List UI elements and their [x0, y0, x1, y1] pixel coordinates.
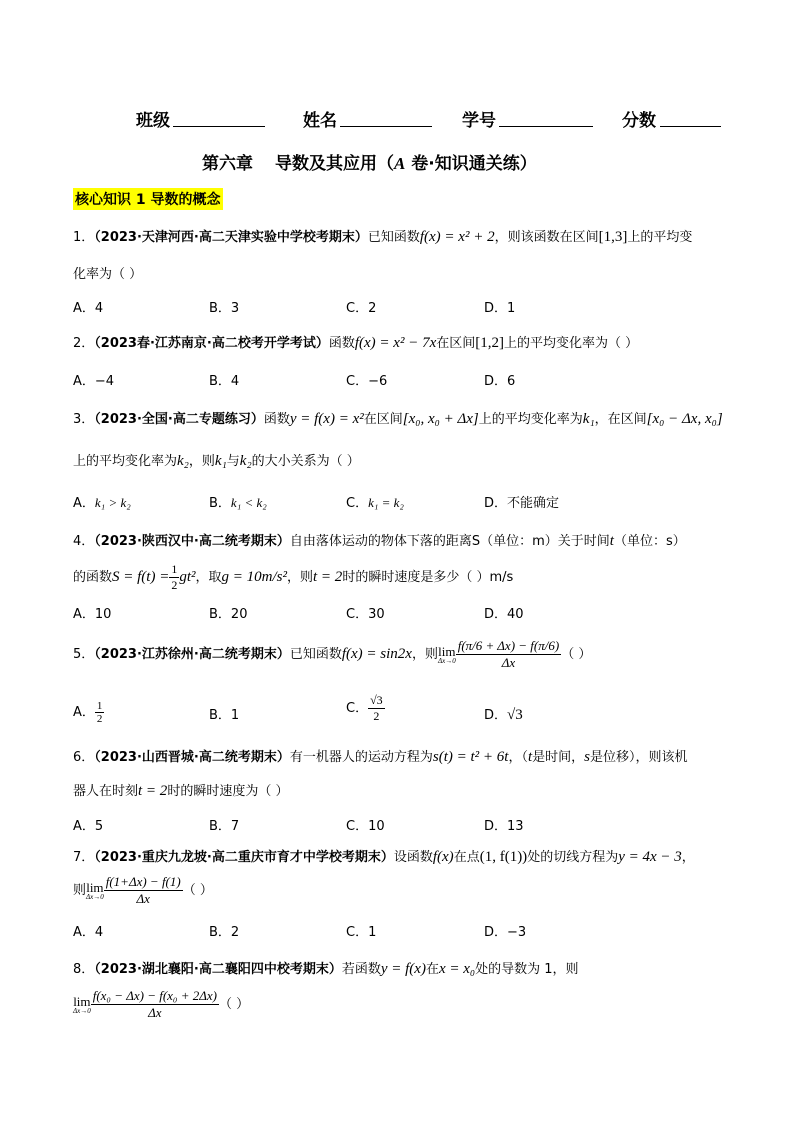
q3-interval-1: [x₀, x₀ + Δx] — [402, 411, 479, 427]
q6-source: （2023·山西晋城·高二统考期末） — [94, 750, 290, 765]
q7-option-a[interactable]: A．4 — [73, 925, 104, 940]
q5-limit — [438, 645, 456, 665]
q7-source: （2023·重庆九龙坡·高二重庆市育才中学校考期末） — [94, 850, 394, 865]
q4-gt: gt² — [179, 569, 196, 585]
q5-number: 5． — [73, 647, 95, 662]
q3-option-a[interactable] — [73, 492, 131, 511]
question-1 — [73, 226, 692, 246]
q4-t: t — [609, 533, 614, 549]
score-blank[interactable] — [660, 126, 721, 127]
question-7-line2 — [73, 874, 213, 907]
option-math: k₁ > k₂ — [94, 495, 131, 510]
q7-text: 设函数 — [393, 850, 433, 865]
frac-den: 2 — [373, 709, 380, 723]
option-math — [368, 693, 385, 724]
q5-option-a[interactable] — [73, 700, 104, 725]
q2-option-a[interactable]: A．−4 — [73, 374, 115, 389]
lim-sub: Δx→0 — [86, 892, 104, 901]
question-3 — [73, 408, 723, 428]
q6-text: 是位移），则该机 — [589, 750, 688, 765]
q5-fraction — [456, 638, 562, 671]
q5-text: （ ） — [561, 647, 592, 662]
q1-source: （2023·天津河西·高二天津实验中学校考期末） — [94, 230, 368, 245]
q7-text: 处的切线方程为 — [527, 850, 619, 865]
q3-k2: k₂ — [239, 453, 252, 469]
q3-k2: k₂ — [177, 453, 189, 469]
q3-text: 与 — [226, 454, 240, 469]
q6-t: t — [527, 749, 533, 765]
q4-g: g = 10m/s² — [221, 569, 287, 585]
q5-option-b[interactable]: B．1 — [209, 708, 240, 723]
q2-option-b[interactable]: B．4 — [209, 374, 240, 389]
q4-text: 时的瞬时速度是多少（ ）m/s — [342, 570, 514, 585]
q4-option-d[interactable]: D．40 — [484, 607, 524, 622]
q3-text: 上的平均变化率为 — [73, 454, 178, 469]
question-2 — [73, 332, 638, 352]
lim-text: lim — [438, 643, 456, 659]
q3-text: ，则 — [188, 454, 215, 469]
frac-den: Δx — [136, 891, 150, 906]
q5-option-c[interactable] — [346, 693, 385, 724]
q4-text: 的函数 — [73, 570, 113, 585]
q6-option-a[interactable]: A．5 — [73, 819, 104, 834]
q7-fraction — [104, 874, 183, 907]
q5-function: f(x) = sin2x — [341, 646, 412, 662]
question-6-line2 — [73, 780, 288, 800]
name-blank[interactable] — [340, 126, 432, 127]
id-blank[interactable] — [499, 126, 593, 127]
question-8 — [73, 958, 579, 978]
q2-text: 在区间 — [436, 336, 476, 351]
q7-limit — [86, 881, 104, 901]
question-6 — [73, 746, 688, 766]
lim-sub: Δx→0 — [437, 656, 456, 665]
option-label: B． — [209, 496, 231, 511]
frac-num: 1 — [96, 700, 103, 712]
q7-point: (1, f(1)) — [479, 849, 528, 865]
q5-text: 已知函数 — [289, 647, 342, 662]
q4-option-b[interactable]: B．20 — [209, 607, 248, 622]
option-label: C． — [346, 701, 369, 716]
student-info-row — [0, 106, 794, 132]
q6-text: 时的瞬时速度为（ ） — [167, 784, 289, 799]
q6-number: 6． — [73, 750, 95, 765]
q3-text: 函数 — [263, 412, 290, 427]
q7-tangent: y = 4x − 3 — [618, 849, 682, 865]
q3-interval-2: [x₀ − Δx, x₀] — [646, 411, 723, 427]
q7-text: （ ） — [182, 883, 213, 898]
q8-fraction — [91, 988, 219, 1021]
option-label: C． — [346, 496, 369, 511]
q4-text: 自由落体运动的物体下落的距离S（单位：m）关于时间 — [289, 534, 610, 549]
q8-number: 8． — [73, 962, 95, 977]
q3-option-c[interactable] — [346, 492, 404, 511]
q6-option-c[interactable]: C．10 — [346, 819, 385, 834]
question-8-line2 — [73, 988, 249, 1021]
q2-option-c[interactable]: C．−6 — [346, 374, 388, 389]
q6-text: 有一机器人的运动方程为 — [289, 750, 433, 765]
q7-text: 在点 — [453, 850, 480, 865]
q7-text: 则 — [73, 883, 87, 898]
q8-limit — [73, 995, 91, 1015]
q2-text: 函数 — [328, 336, 355, 351]
chapter-name: 导数及其应用（ — [275, 154, 394, 174]
q7-option-d[interactable]: D．−3 — [484, 925, 527, 940]
q8-text: 处的导数为 1，则 — [475, 962, 579, 977]
q6-s: s — [584, 749, 590, 765]
frac-den: 2 — [96, 713, 103, 725]
q4-function: S = f(t) = — [112, 569, 170, 585]
q7-number: 7． — [73, 850, 95, 865]
q3-function: y = f(x) = x² — [289, 411, 364, 427]
option-math — [95, 700, 105, 725]
name-label: 姓名 — [303, 111, 337, 131]
q1-number: 1． — [73, 230, 95, 245]
q1-option-d[interactable]: D．1 — [484, 301, 516, 316]
question-4-line2 — [73, 562, 513, 593]
q6-equation: s(t) = t² + 6t — [432, 749, 509, 765]
q4-t2: t = 2 — [313, 569, 343, 585]
question-5 — [73, 638, 591, 671]
q2-function: f(x) = x² − 7x — [354, 335, 437, 351]
lim-text: lim — [73, 993, 91, 1009]
q6-t2: t = 2 — [138, 783, 168, 799]
q6-text: ，（ — [508, 750, 528, 765]
q2-source: （2023春·江苏南京·高二校考开学考试） — [94, 336, 329, 351]
question-4 — [73, 530, 686, 550]
option-math: √3 — [507, 707, 523, 723]
q6-option-d[interactable]: D．13 — [484, 819, 524, 834]
q4-half — [169, 562, 179, 593]
frac-den: Δx — [148, 1005, 162, 1020]
option-label: D． — [484, 708, 508, 723]
id-label: 学号 — [462, 111, 496, 131]
chapter-title — [202, 149, 537, 174]
q1-text: 上的平均变 — [627, 230, 693, 245]
q3-text: ，在区间 — [594, 412, 647, 427]
q5-text: ，则 — [411, 647, 438, 662]
score-label: 分数 — [622, 111, 656, 131]
q3-number: 3． — [73, 412, 95, 427]
q2-interval: [1,2] — [475, 335, 504, 351]
q8-text: 若函数 — [341, 962, 381, 977]
q6-text: 器人在时刻 — [73, 784, 139, 799]
section-title: 核心知识 1 导数的概念 — [73, 188, 223, 210]
q2-text: 上的平均变化率为（ ） — [504, 336, 639, 351]
q2-number: 2． — [73, 336, 95, 351]
frac-den: Δx — [501, 655, 516, 670]
frac-num: f(x₀ − Δx) − f(x₀ + 2Δx) — [92, 988, 217, 1003]
chapter-number: 第六章 — [202, 154, 253, 174]
q3-k1: k₁ — [214, 453, 227, 469]
q4-source: （2023·陕西汉中·高二统考期末） — [94, 534, 290, 549]
option-math: k₁ < k₂ — [230, 495, 267, 510]
question-7 — [73, 846, 695, 866]
question-3-line2 — [73, 450, 360, 470]
q6-option-b[interactable]: B．7 — [209, 819, 240, 834]
q3-k1: k₁ — [582, 411, 595, 427]
q8-source: （2023·湖北襄阳·高二襄阳四中校考期末） — [94, 962, 342, 977]
q5-source: （2023·江苏徐州·高二统考期末） — [94, 647, 290, 662]
frac-den: 2 — [171, 578, 178, 592]
q3-text: 上的平均变化率为 — [478, 412, 583, 427]
q1-text: 已知函数 — [367, 230, 420, 245]
frac-num: f(π/6 + Δx) − f(π/6) — [457, 638, 560, 653]
lim-text: lim — [86, 879, 104, 895]
q8-text: （ ） — [218, 997, 250, 1012]
q7-text: ， — [681, 850, 695, 865]
q3-text: 在区间 — [363, 412, 403, 427]
q1-interval: [1,3] — [598, 229, 628, 245]
chapter-subtitle: 卷·知识通关练） — [405, 154, 537, 174]
class-label: 班级 — [136, 111, 170, 131]
q1-function: f(x) = x² + 2 — [419, 229, 495, 245]
q3-text: 的大小关系为（ ） — [251, 454, 360, 469]
q8-text: 在 — [425, 962, 439, 977]
frac-num: √3 — [370, 693, 383, 707]
q3-option-d[interactable]: D．不能确定 — [484, 496, 560, 511]
q4-text: ，则 — [287, 570, 314, 585]
q6-text: 是时间， — [532, 750, 585, 765]
q4-option-a[interactable]: A．10 — [73, 607, 112, 622]
q3-option-b[interactable] — [209, 492, 267, 511]
q4-text: ，取 — [195, 570, 222, 585]
question-1-line2: 化率为（ ） — [73, 267, 143, 282]
q8-x0: x = x₀ — [438, 961, 476, 977]
frac-num: f(1+Δx) − f(1) — [105, 874, 181, 889]
q7-option-c[interactable]: C．1 — [346, 925, 377, 940]
q1-option-a[interactable]: A．4 — [73, 301, 104, 316]
q1-text: ，则该函数在区间 — [494, 230, 599, 245]
chapter-volume: A — [394, 154, 406, 173]
q8-function: y = f(x) — [380, 961, 426, 977]
q3-source: （2023·全国·高二专题练习） — [94, 412, 264, 427]
q4-text: （单位：s） — [613, 534, 686, 549]
option-math: k₁ = k₂ — [368, 495, 404, 510]
lim-sub: Δx→0 — [73, 1006, 91, 1015]
q4-option-c[interactable]: C．30 — [346, 607, 385, 622]
frac-num: 1 — [171, 562, 178, 576]
q1-option-b[interactable]: B．3 — [209, 301, 240, 316]
class-blank[interactable] — [173, 126, 265, 127]
q5-option-d[interactable] — [484, 704, 523, 724]
option-label: A． — [73, 705, 95, 720]
q7-option-b[interactable]: B．2 — [209, 925, 240, 940]
q4-number: 4． — [73, 534, 95, 549]
q1-option-c[interactable]: C．2 — [346, 301, 377, 316]
option-label: A． — [73, 496, 95, 511]
q7-function: f(x) — [432, 849, 454, 865]
q2-option-d[interactable]: D．6 — [484, 374, 516, 389]
